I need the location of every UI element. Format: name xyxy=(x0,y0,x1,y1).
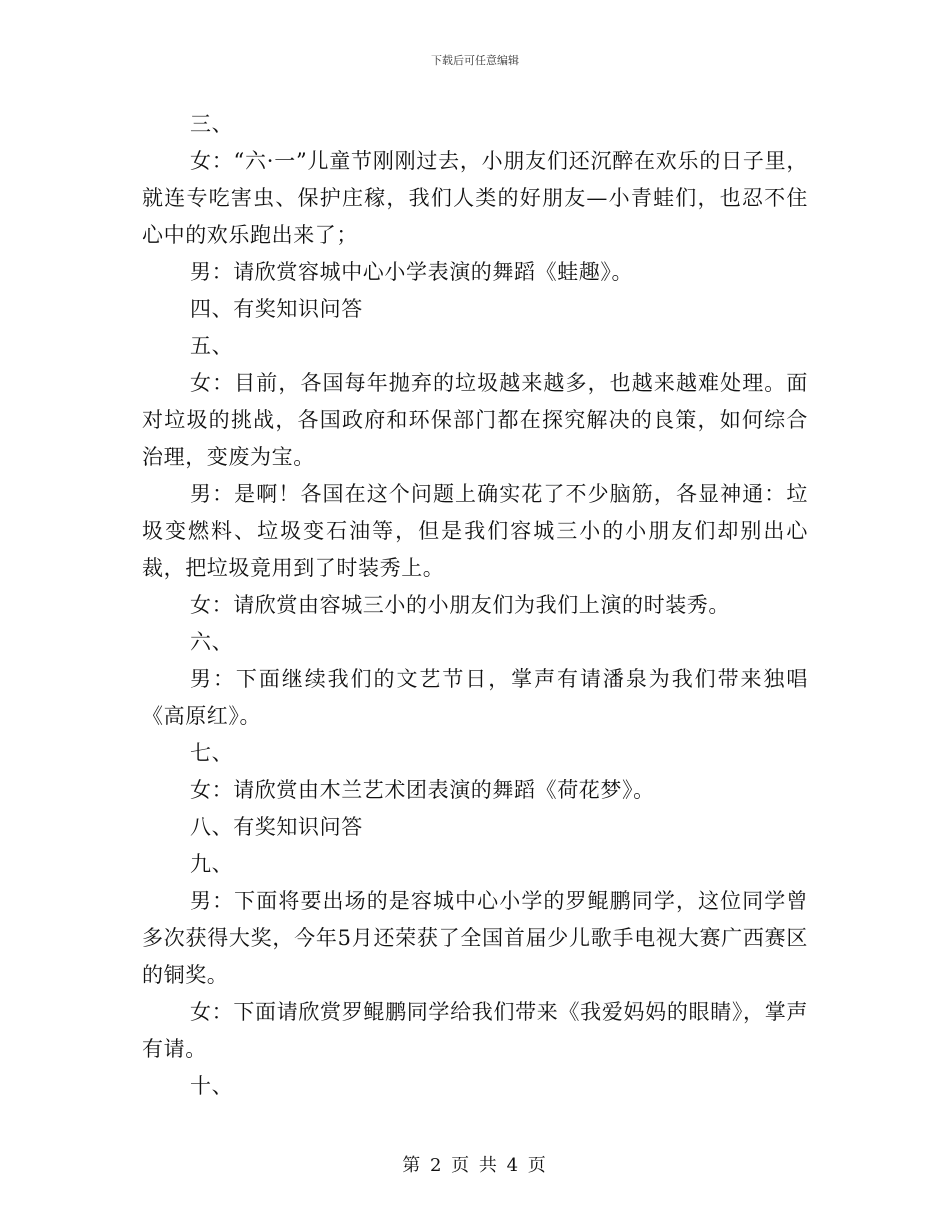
paragraph: 女：请欣赏由木兰艺术团表演的舞蹈《荷花梦》。 xyxy=(190,778,655,802)
paragraph: 男：请欣赏容城中心小学表演的舞蹈《蛙趣》。 xyxy=(190,260,634,284)
paragraph: 四、有奖知识问答 xyxy=(190,297,363,321)
paragraph: 五、 xyxy=(190,334,234,358)
header-note: 下载后可任意编辑 xyxy=(431,54,519,67)
paragraph: 六、 xyxy=(190,630,234,654)
paragraph: 女：“六·一”儿童节刚刚过去，小朋友们还沉醉在欢乐的日子里，就连专吃害虫、保护庄稼，我们人类的好朋友—小青蛙们，也忍不住心中的欢乐跑出来了； xyxy=(142,149,808,247)
document-body xyxy=(142,106,808,1105)
paragraph: 三、 xyxy=(190,112,234,136)
page-number: 第 2 页 共 4 页 xyxy=(402,1155,548,1176)
paragraph: 女：下面请欣赏罗鲲鹏同学给我们带来《我爱妈妈的眼睛》，掌声有请。 xyxy=(142,1000,808,1061)
paragraph: 男：是啊！各国在这个问题上确实花了不少脑筋，各显神通：垃圾变燃料、垃圾变石油等，但是我们容城三小的小朋友们却别出心裁，把垃圾竟用到了时装秀上。 xyxy=(142,482,808,580)
paragraph: 女：请欣赏由容城三小的小朋友们为我们上演的时装秀。 xyxy=(190,593,730,617)
paragraph: 十、 xyxy=(190,1074,234,1098)
paragraph: 女：目前，各国每年抛弃的垃圾越来越多，也越来越难处理。面对垃圾的挑战，各国政府和环保部门都在探究解决的良策，如何综合治理，变废为宝。 xyxy=(142,371,808,469)
paragraph: 八、有奖知识问答 xyxy=(190,815,363,839)
paragraph: 男：下面继续我们的文艺节日，掌声有请潘泉为我们带来独唱《高原红》。 xyxy=(142,667,808,728)
paragraph: 男：下面将要出场的是容城中心小学的罗鲲鹏同学，这位同学曾多次获得大奖，今年5月还荣获了全国首届少儿歌手电视大赛广西赛区的铜奖。 xyxy=(142,889,808,987)
paragraph: 七、 xyxy=(190,741,234,765)
paragraph: 九、 xyxy=(190,852,234,876)
